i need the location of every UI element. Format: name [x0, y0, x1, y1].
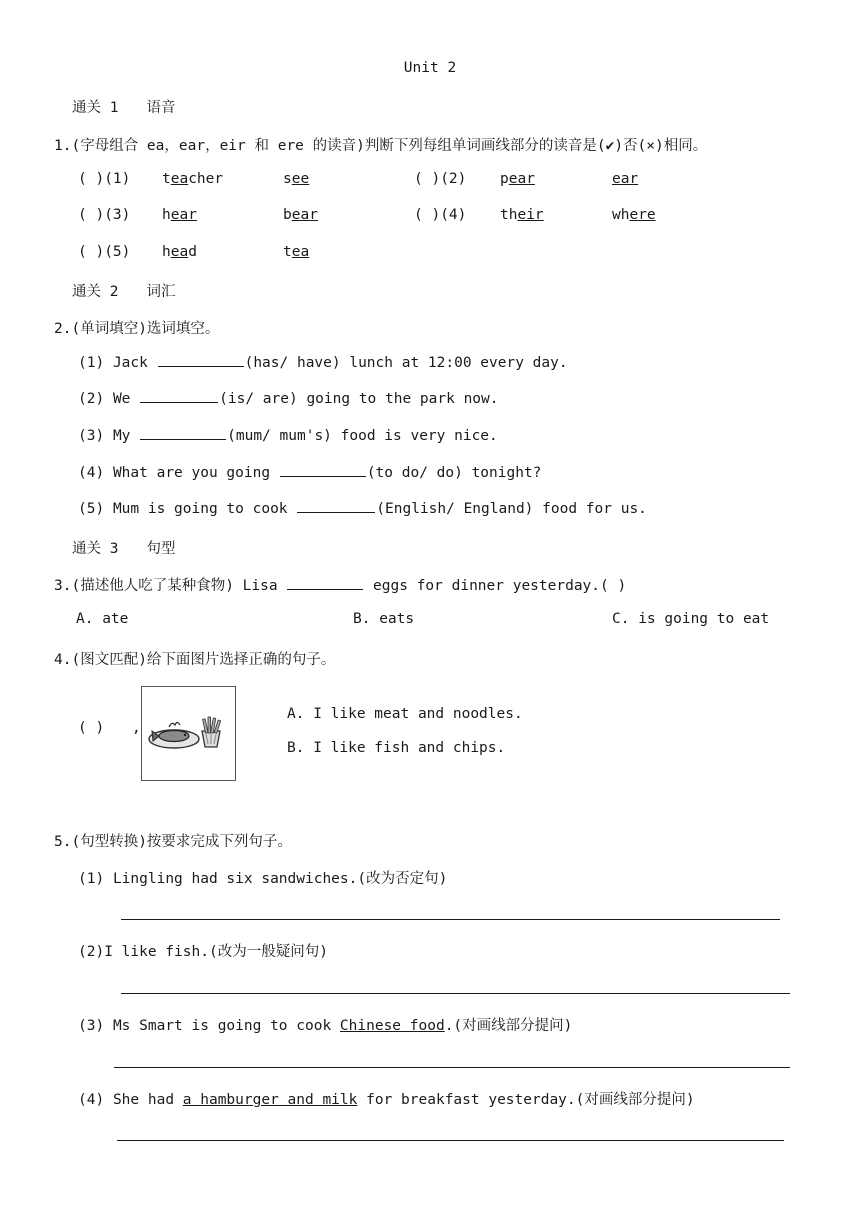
q3-option-b[interactable]: B. eats: [353, 611, 415, 627]
q2-item-2: (2) We (is/ are) going to the park now.: [78, 391, 499, 407]
fill-blank[interactable]: [297, 500, 375, 513]
section-name: 语音: [146, 100, 176, 116]
q3-option-c[interactable]: C. is going to eat: [612, 611, 770, 627]
q1-item-3: ( )(3): [78, 207, 131, 223]
q1-item-1-word-b: see: [283, 171, 310, 187]
section-name: 句型: [146, 541, 176, 557]
q4-paren-tick: ,: [132, 720, 141, 736]
answer-line[interactable]: [114, 1067, 790, 1068]
section-label: 通关 2: [72, 284, 119, 300]
q3-option-a[interactable]: A. ate: [76, 611, 129, 627]
answer-line[interactable]: [121, 993, 790, 994]
answer-paren[interactable]: ( ): [78, 244, 105, 260]
answer-paren[interactable]: ( ): [414, 207, 441, 223]
q2-item-4: (4) What are you going (to do/ do) tonight?: [78, 465, 542, 481]
answer-line[interactable]: [121, 919, 780, 920]
fill-blank[interactable]: [140, 390, 218, 403]
answer-paren[interactable]: ( ): [414, 171, 441, 187]
q1-item-2-word-b: ear: [612, 171, 639, 187]
section-name: 词汇: [146, 284, 176, 300]
section-label: 通关 3: [72, 541, 119, 557]
q1-item-5-word-b: tea: [283, 244, 310, 260]
question-2-prompt: 2.(单词填空)选词填空。: [54, 321, 220, 337]
q2-item-3: (3) My (mum/ mum's) food is very nice.: [78, 428, 498, 444]
question-3-prompt: 3.(描述他人吃了某种食物) Lisa eggs for dinner yesterday.( ): [54, 578, 627, 594]
q1-item-2-word-a: pear: [500, 171, 535, 187]
q4-option-b[interactable]: B. I like fish and chips.: [287, 740, 506, 756]
q1-item-1-word-a: teacher: [162, 171, 224, 187]
q5-item-3: (3) Ms Smart is going to cook Chinese food.(对画线部分提问): [78, 1018, 573, 1034]
q1-item-4: ( )(4): [414, 207, 467, 223]
q1-item-4-word-b: where: [612, 207, 656, 223]
question-1-prompt: 1.(字母组合 ea，ear，eir 和 ere 的读音)判断下列每组单词画线部分的读音是(✔)否(×)相同。: [54, 138, 708, 154]
q1-item-4-word-a: their: [500, 207, 544, 223]
q1-item-3-word-b: bear: [283, 207, 318, 223]
q4-option-a[interactable]: A. I like meat and noodles.: [287, 706, 523, 722]
q2-item-1: (1) Jack (has/ have) lunch at 12:00 every day.: [78, 355, 568, 371]
fill-blank[interactable]: [280, 464, 366, 477]
q2-item-5: (5) Mum is going to cook (English/ England) food for us.: [78, 501, 647, 517]
answer-paren[interactable]: ( ): [78, 207, 105, 223]
section-heading-vocabulary: [72, 280, 175, 301]
section-label: 通关 1: [72, 100, 119, 116]
fish-and-chips-icon: [142, 687, 235, 780]
section-heading-pronunciation: [72, 96, 175, 117]
fill-blank[interactable]: [140, 427, 226, 440]
fill-blank[interactable]: [287, 577, 363, 590]
q1-item-1: ( )(1): [78, 171, 131, 187]
q5-item-1: (1) Lingling had six sandwiches.(改为否定句): [78, 871, 448, 887]
q1-item-5: ( )(5): [78, 244, 131, 260]
page-title: Unit 2: [403, 60, 457, 76]
fill-blank[interactable]: [158, 354, 244, 367]
q4-answer-paren[interactable]: ( ): [78, 720, 105, 736]
section-heading-sentences: [72, 537, 175, 558]
q1-item-2: ( )(2): [414, 171, 467, 187]
question-4-prompt: 4.(图文匹配)给下面图片选择正确的句子。: [54, 652, 336, 668]
q5-item-4: (4) She had a hamburger and milk for breakfast yesterday.(对画线部分提问): [78, 1092, 695, 1108]
q1-item-3-word-a: hear: [162, 207, 197, 223]
food-picture: [141, 686, 236, 781]
q5-item-2: (2)I like fish.(改为一般疑问句): [78, 944, 328, 960]
answer-paren[interactable]: ( ): [78, 171, 105, 187]
q1-item-5-word-a: head: [162, 244, 197, 260]
answer-line[interactable]: [117, 1140, 784, 1141]
question-5-prompt: 5.(句型转换)按要求完成下列句子。: [54, 834, 292, 850]
